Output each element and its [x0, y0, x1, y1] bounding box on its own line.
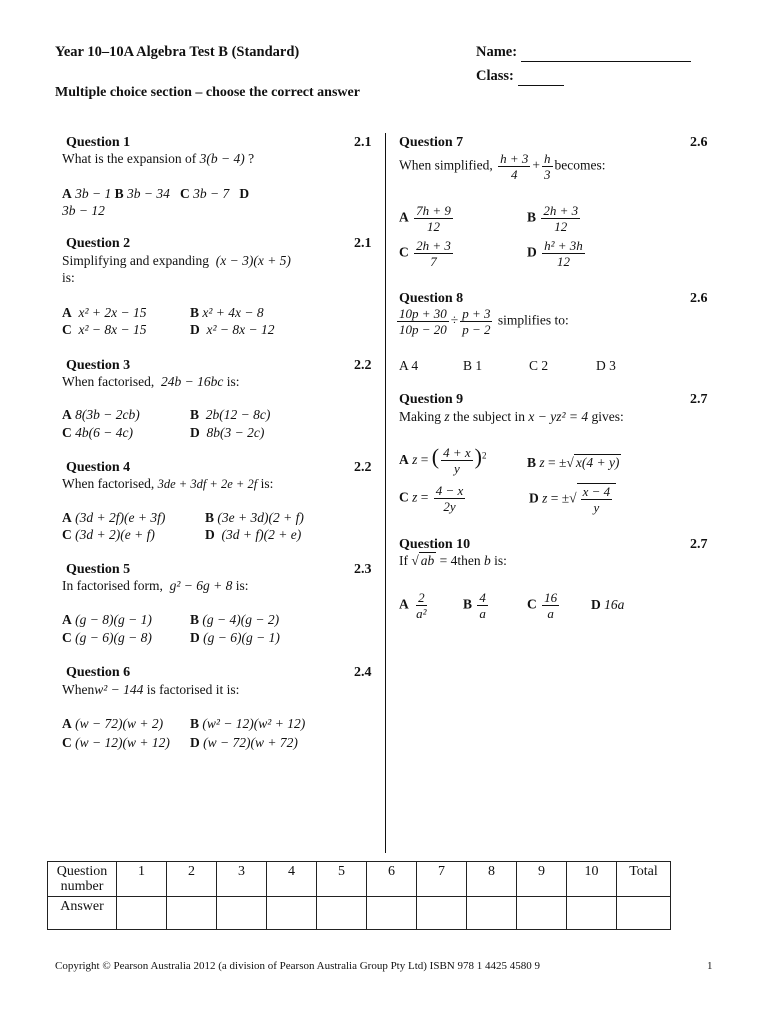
class-field[interactable]	[518, 68, 564, 86]
question-2-text-end: is:	[62, 270, 75, 285]
question-8-option-a: A 4	[399, 358, 419, 373]
name-label: Name:	[476, 44, 691, 62]
question-4-option-a: A (3d + 2f)(e + 3f)	[62, 510, 166, 525]
question-1-option-d: 3b − 12	[62, 203, 105, 218]
question-1-heading: Question 1	[66, 135, 131, 150]
col-total: Total	[617, 862, 671, 897]
col-10: 10	[567, 862, 617, 897]
question-8-ref: 2.6	[690, 291, 708, 306]
question-4-ref: 2.2	[354, 460, 372, 475]
question-4-option-d: D (3d + f)(2 + e)	[205, 527, 302, 542]
question-5-option-b: B (g − 4)(g − 2)	[190, 612, 280, 627]
question-5-option-d: D (g − 6)(g − 1)	[190, 630, 280, 645]
page-number: 1	[707, 960, 713, 972]
question-6-option-d: D (w − 72)(w + 72)	[190, 735, 298, 750]
col-3: 3	[217, 862, 267, 897]
question-10-option-d: D 16a	[591, 597, 625, 612]
page-title: Year 10–10A Algebra Test B (Standard)	[55, 44, 300, 60]
question-9-ref: 2.7	[690, 392, 708, 407]
question-7-option-b: B $\frac{2h + 3}{12}$	[527, 203, 579, 234]
question-2-text: Simplifying and expanding (x − 3)(x + 5)	[62, 253, 291, 268]
answer-cell-6[interactable]	[367, 897, 417, 930]
question-3-option-d: D 8b(3 − 2c)	[190, 425, 265, 440]
question-1-ref: 2.1	[354, 135, 372, 150]
question-2-ref: 2.1	[354, 236, 372, 251]
question-6-option-a: A (w − 72)(w + 2)	[62, 716, 164, 731]
answer-cell-2[interactable]	[167, 897, 217, 930]
answer-cell-total[interactable]	[617, 897, 671, 930]
table-row	[48, 897, 671, 930]
name-field[interactable]	[521, 44, 691, 62]
question-6-heading: Question 6	[66, 665, 131, 680]
answer-cell-10[interactable]	[567, 897, 617, 930]
question-10-option-a: A $\frac{2}{\text{a²}}$	[399, 590, 427, 621]
question-7-option-c: C $\frac{2h + 3}{7}$	[399, 238, 451, 269]
question-10-heading: Question 10	[399, 537, 471, 552]
question-7-text: When simplified, $\frac{h + 3}{4}$ + $\frac{h}{3}$ becomes:	[399, 151, 606, 182]
col-9: 9	[517, 862, 567, 897]
question-2-option-d: D x² − 8x − 12	[190, 322, 275, 337]
answer-cell-5[interactable]	[317, 897, 367, 930]
question-6-option-c: C (w − 12)(w + 12)	[62, 735, 170, 750]
question-5-option-c: C (g − 6)(g − 8)	[62, 630, 152, 645]
question-3-text: When factorised, 24b − 16bc is:	[62, 374, 240, 389]
question-3-option-c: C 4b(6 − 4c)	[62, 425, 133, 440]
question-10-ref: 2.7	[690, 537, 708, 552]
row-label-answer: Answer	[48, 897, 117, 930]
copyright-footer: Copyright © Pearson Australia 2012 (a division of Pearson Australia Group Pty Ltd) ISBN 978 1 4425 4580 9	[55, 960, 540, 972]
column-divider	[385, 133, 386, 853]
question-6-option-b: B (w² − 12)(w² + 12)	[190, 716, 306, 731]
question-5-option-a: A (g − 8)(g − 1)	[62, 612, 152, 627]
question-10-option-b: B $\frac{4}{a}$	[463, 590, 486, 621]
question-1-text: What is the expansion of 3(b − 4) ?	[62, 151, 255, 166]
question-7-heading: Question 7	[399, 135, 464, 150]
question-9-text: Making z the subject in x − yz² = 4 gives:	[399, 409, 624, 424]
question-9-heading: Question 9	[399, 392, 464, 407]
question-4-option-b: B (3e + 3d)(2 + f)	[205, 510, 304, 525]
question-9-option-a: A z = ( $\frac{4 + x}{y}$ )$^2$	[399, 444, 487, 477]
col-5: 5	[317, 862, 367, 897]
col-1: 1	[117, 862, 167, 897]
question-8-option-b: B 1	[463, 358, 483, 373]
question-3-option-a: A 8(3b − 2cb)	[62, 407, 140, 422]
question-10-text: If √ ab = 4then b is:	[399, 553, 507, 568]
col-8: 8	[467, 862, 517, 897]
question-6-ref: 2.4	[354, 665, 372, 680]
class-label: Class:	[476, 68, 564, 86]
question-2-heading: Question 2	[66, 236, 131, 251]
table-row	[48, 862, 671, 897]
col-4: 4	[267, 862, 317, 897]
answer-cell-1[interactable]	[117, 897, 167, 930]
question-6-text: Whenw² − 144 is factorised it is:	[62, 682, 240, 697]
question-7-option-d: D $\frac{\text{h² + 3h}}{12}$	[527, 238, 583, 269]
row-label-question-number: Question number	[48, 862, 117, 897]
question-5-ref: 2.3	[354, 562, 372, 577]
question-8-text: $\frac{10p + 30}{10p - 20}$ ÷ $\frac{p + 3}{p - 2}$ simplifies to:	[399, 306, 569, 337]
question-3-heading: Question 3	[66, 358, 131, 373]
section-heading: Multiple choice section – choose the correct answer	[55, 85, 360, 100]
answer-cell-3[interactable]	[217, 897, 267, 930]
question-2-option-a: A x² + 2x − 15	[62, 305, 147, 320]
answer-cell-9[interactable]	[517, 897, 567, 930]
question-8-heading: Question 8	[399, 291, 464, 306]
col-7: 7	[417, 862, 467, 897]
question-3-ref: 2.2	[354, 358, 372, 373]
question-4-text: When factorised, 3de + 3df + 2e + 2f is:	[62, 476, 274, 491]
question-5-text: In factorised form, g² − 6g + 8 is:	[62, 578, 249, 593]
question-9-option-d: D z = ±√ $\frac{x - 4}{y}$	[529, 483, 616, 515]
question-8-option-c: C 2	[529, 358, 549, 373]
question-2-option-c: C x² − 8x − 15	[62, 322, 147, 337]
col-6: 6	[367, 862, 417, 897]
question-3-option-b: B 2b(12 − 8c)	[190, 407, 271, 422]
answer-cell-7[interactable]	[417, 897, 467, 930]
question-2-option-b: B x² + 4x − 8	[190, 305, 264, 320]
question-9-option-c: C z = $\frac{4 - x}{2y}$	[399, 483, 464, 514]
question-5-heading: Question 5	[66, 562, 131, 577]
answer-table	[47, 861, 671, 930]
question-4-option-c: C (3d + 2)(e + f)	[62, 527, 155, 542]
question-7-ref: 2.6	[690, 135, 708, 150]
question-1-options: A 3b − 1 B 3b − 34 C 3b − 7 D	[62, 186, 250, 201]
col-2: 2	[167, 862, 217, 897]
answer-cell-8[interactable]	[467, 897, 517, 930]
question-9-option-b: B z = ±√ x(4 + y)	[527, 455, 620, 470]
question-8-option-d: D 3	[596, 358, 616, 373]
question-4-heading: Question 4	[66, 460, 131, 475]
answer-cell-4[interactable]	[267, 897, 317, 930]
question-10-option-c: C $\frac{16}{a}$	[527, 590, 558, 621]
question-7-option-a: A $\frac{7h + 9}{12}$	[399, 203, 451, 234]
